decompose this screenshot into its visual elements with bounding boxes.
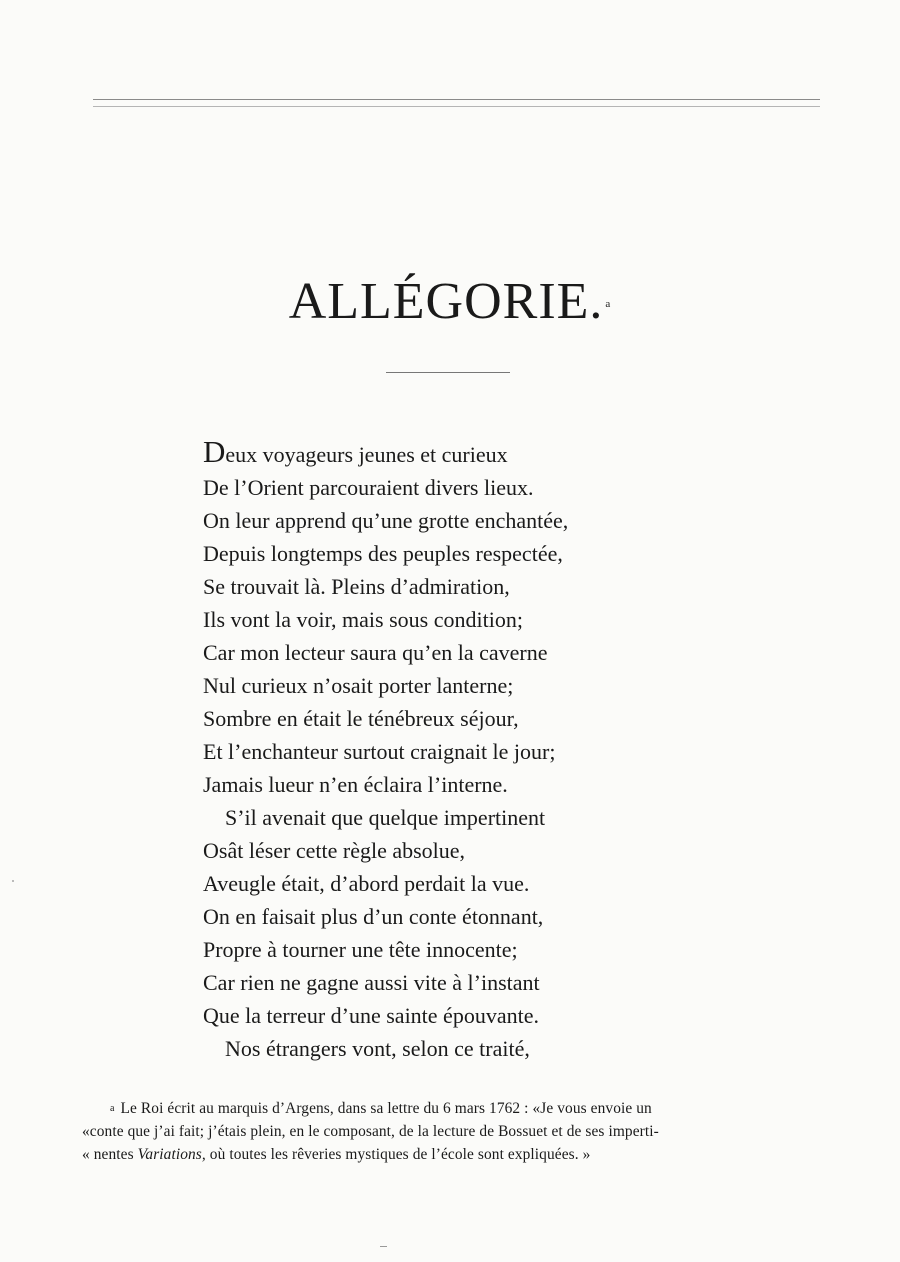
poem-verse: Se trouvait là. Pleins d’admiration, — [203, 574, 510, 599]
footnote-line — [82, 1143, 817, 1166]
drop-cap: D — [203, 434, 226, 469]
title-text: ALLÉGORIE. — [288, 273, 604, 330]
poem-body — [203, 435, 723, 1065]
scan-speck — [12, 880, 14, 882]
poem-verse: Que la terreur d’une sainte épouvante. — [203, 1003, 539, 1028]
poem-verse: Sombre en était le ténébreux séjour, — [203, 706, 519, 731]
footer-mark — [380, 1246, 387, 1247]
footnote-line-1: Le Roi écrit au marquis d’Argens, dans sa lettre du 6 mars 1762 : «Je vous envoie un — [120, 1100, 652, 1117]
page-title — [0, 270, 900, 334]
verse-text: eux voyageurs jeunes et curieux — [225, 442, 508, 467]
poem-verse — [203, 435, 723, 471]
poem-verse: Car rien ne gagne aussi vite à l’instant — [203, 970, 540, 995]
footnote-line-3-start: « nentes — [82, 1146, 138, 1163]
poem-verse: On en faisait plus d’un conte étonnant, — [203, 904, 544, 929]
poem-verse: On leur apprend qu’une grotte enchantée, — [203, 508, 569, 533]
poem-verse: Aveugle était, d’abord perdait la vue. — [203, 871, 530, 896]
footnote — [82, 1097, 817, 1166]
poem-verse: Car mon lecteur saura qu’en la caverne — [203, 640, 548, 665]
footnote-line — [82, 1097, 817, 1120]
footnote-italic-title: Variations, — [137, 1146, 206, 1163]
title-underline-rule — [386, 372, 510, 373]
footnote-marker: a — [110, 1103, 115, 1114]
poem-verse: Nul curieux n’osait porter lanterne; — [203, 673, 514, 698]
poem-verse: De l’Orient parcouraient divers lieux. — [203, 475, 534, 500]
poem-verse: Nos étrangers vont, selon ce traité, — [225, 1036, 530, 1061]
poem-verse: Osât léser cette règle absolue, — [203, 838, 466, 863]
title-footnote-marker: a — [605, 298, 612, 310]
footnote-line-2: «conte que j’ai fait; j’étais plein, en le composant, de la lecture de Bossuet et de ses imperti- — [82, 1123, 659, 1140]
poem-verse: Ils vont la voir, mais sous condition; — [203, 607, 523, 632]
header-rule — [93, 99, 820, 107]
poem-verse: Propre à tourner une tête innocente; — [203, 937, 518, 962]
poem-verse: Et l’enchanteur surtout craignait le jour; — [203, 739, 556, 764]
poem-verse: Jamais lueur n’en éclaira l’interne. — [203, 772, 508, 797]
poem-verse: Depuis longtemps des peuples respectée, — [203, 541, 563, 566]
poem-verse: S’il avenait que quelque impertinent — [225, 805, 546, 830]
footnote-line-3-end: où toutes les rêveries mystiques de l’école sont expliquées. » — [205, 1146, 591, 1163]
footnote-line — [82, 1120, 817, 1143]
